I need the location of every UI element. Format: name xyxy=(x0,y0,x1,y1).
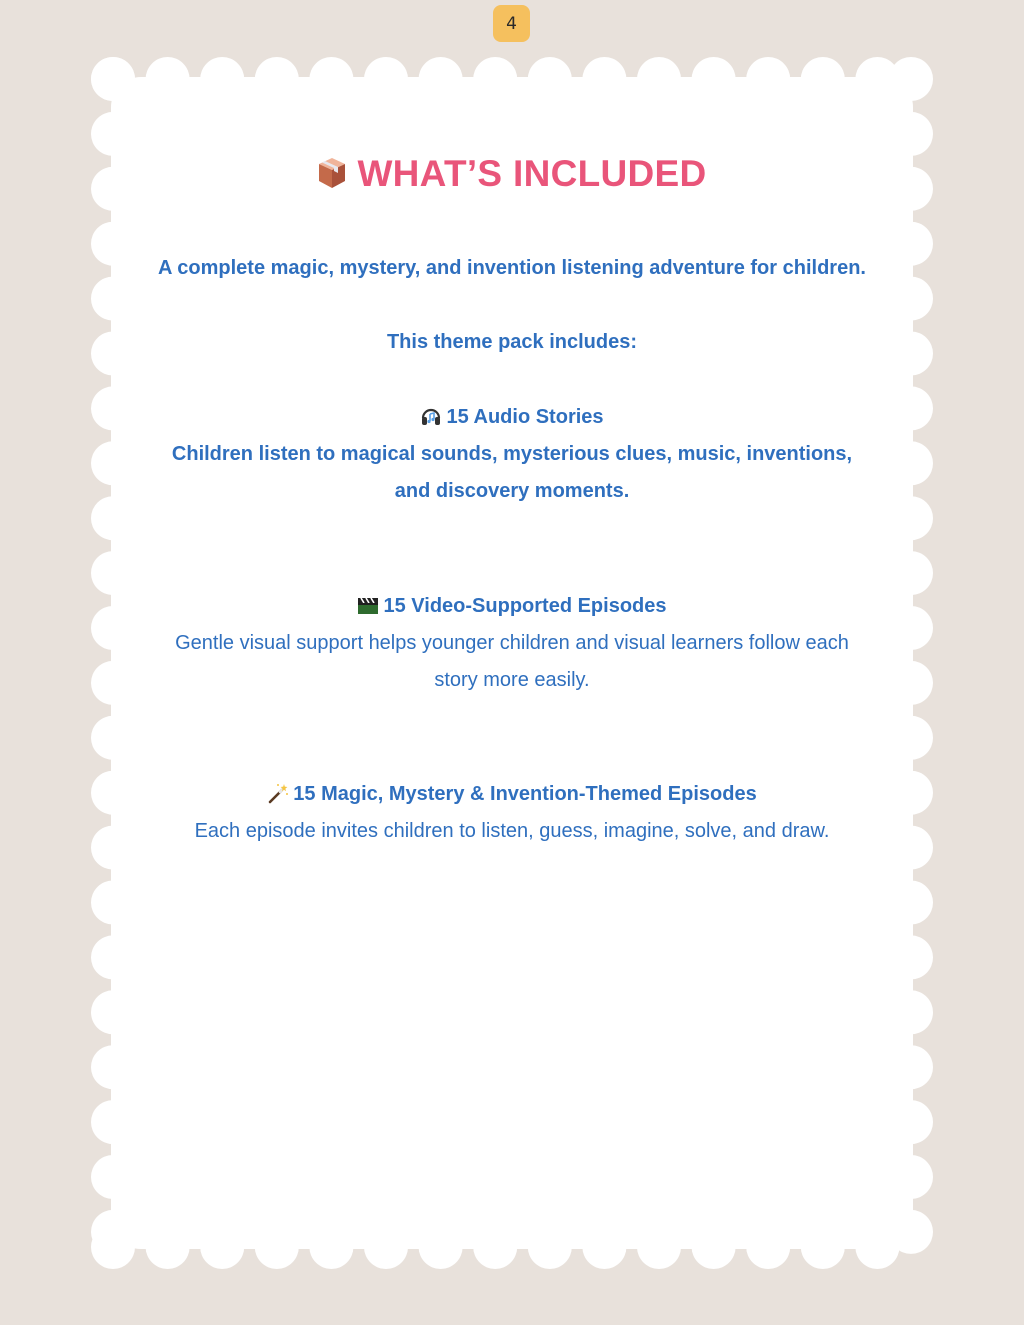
section-title xyxy=(153,398,871,436)
section-video-episodes xyxy=(153,587,871,699)
content-card xyxy=(91,57,933,1269)
section-title-text: 15 Audio Stories xyxy=(446,406,604,428)
section-title xyxy=(153,587,871,625)
section-title-text: 15 Video-Supported Episodes xyxy=(383,595,667,617)
section-title xyxy=(153,775,871,813)
page-number: 4 xyxy=(506,13,517,34)
section-body: Gentle visual support helps younger children and visual learners follow each story more easily. xyxy=(175,632,849,691)
section-body: Each episode invites children to listen, guess, imagine, solve, and draw. xyxy=(194,820,830,842)
includes-heading: This theme pack includes: xyxy=(386,331,638,353)
section-body: Children listen to magical sounds, mysterious clues, music, inventions, and discovery moments. xyxy=(171,443,853,502)
page-title xyxy=(91,153,933,195)
magic-wand-icon xyxy=(267,782,289,804)
clapperboard-icon xyxy=(357,594,379,616)
section-title-text: 15 Magic, Mystery & Invention-Themed Episodes xyxy=(293,783,757,805)
headphones-icon xyxy=(420,405,442,427)
page-title-text: WHAT’S INCLUDED xyxy=(357,153,707,194)
package-icon xyxy=(317,156,347,190)
section-themed-episodes xyxy=(153,775,871,850)
intro-text: A complete magic, mystery, and invention listening adventure for children. xyxy=(158,257,866,279)
page-number-badge xyxy=(493,5,530,42)
section-audio-stories xyxy=(153,398,871,510)
